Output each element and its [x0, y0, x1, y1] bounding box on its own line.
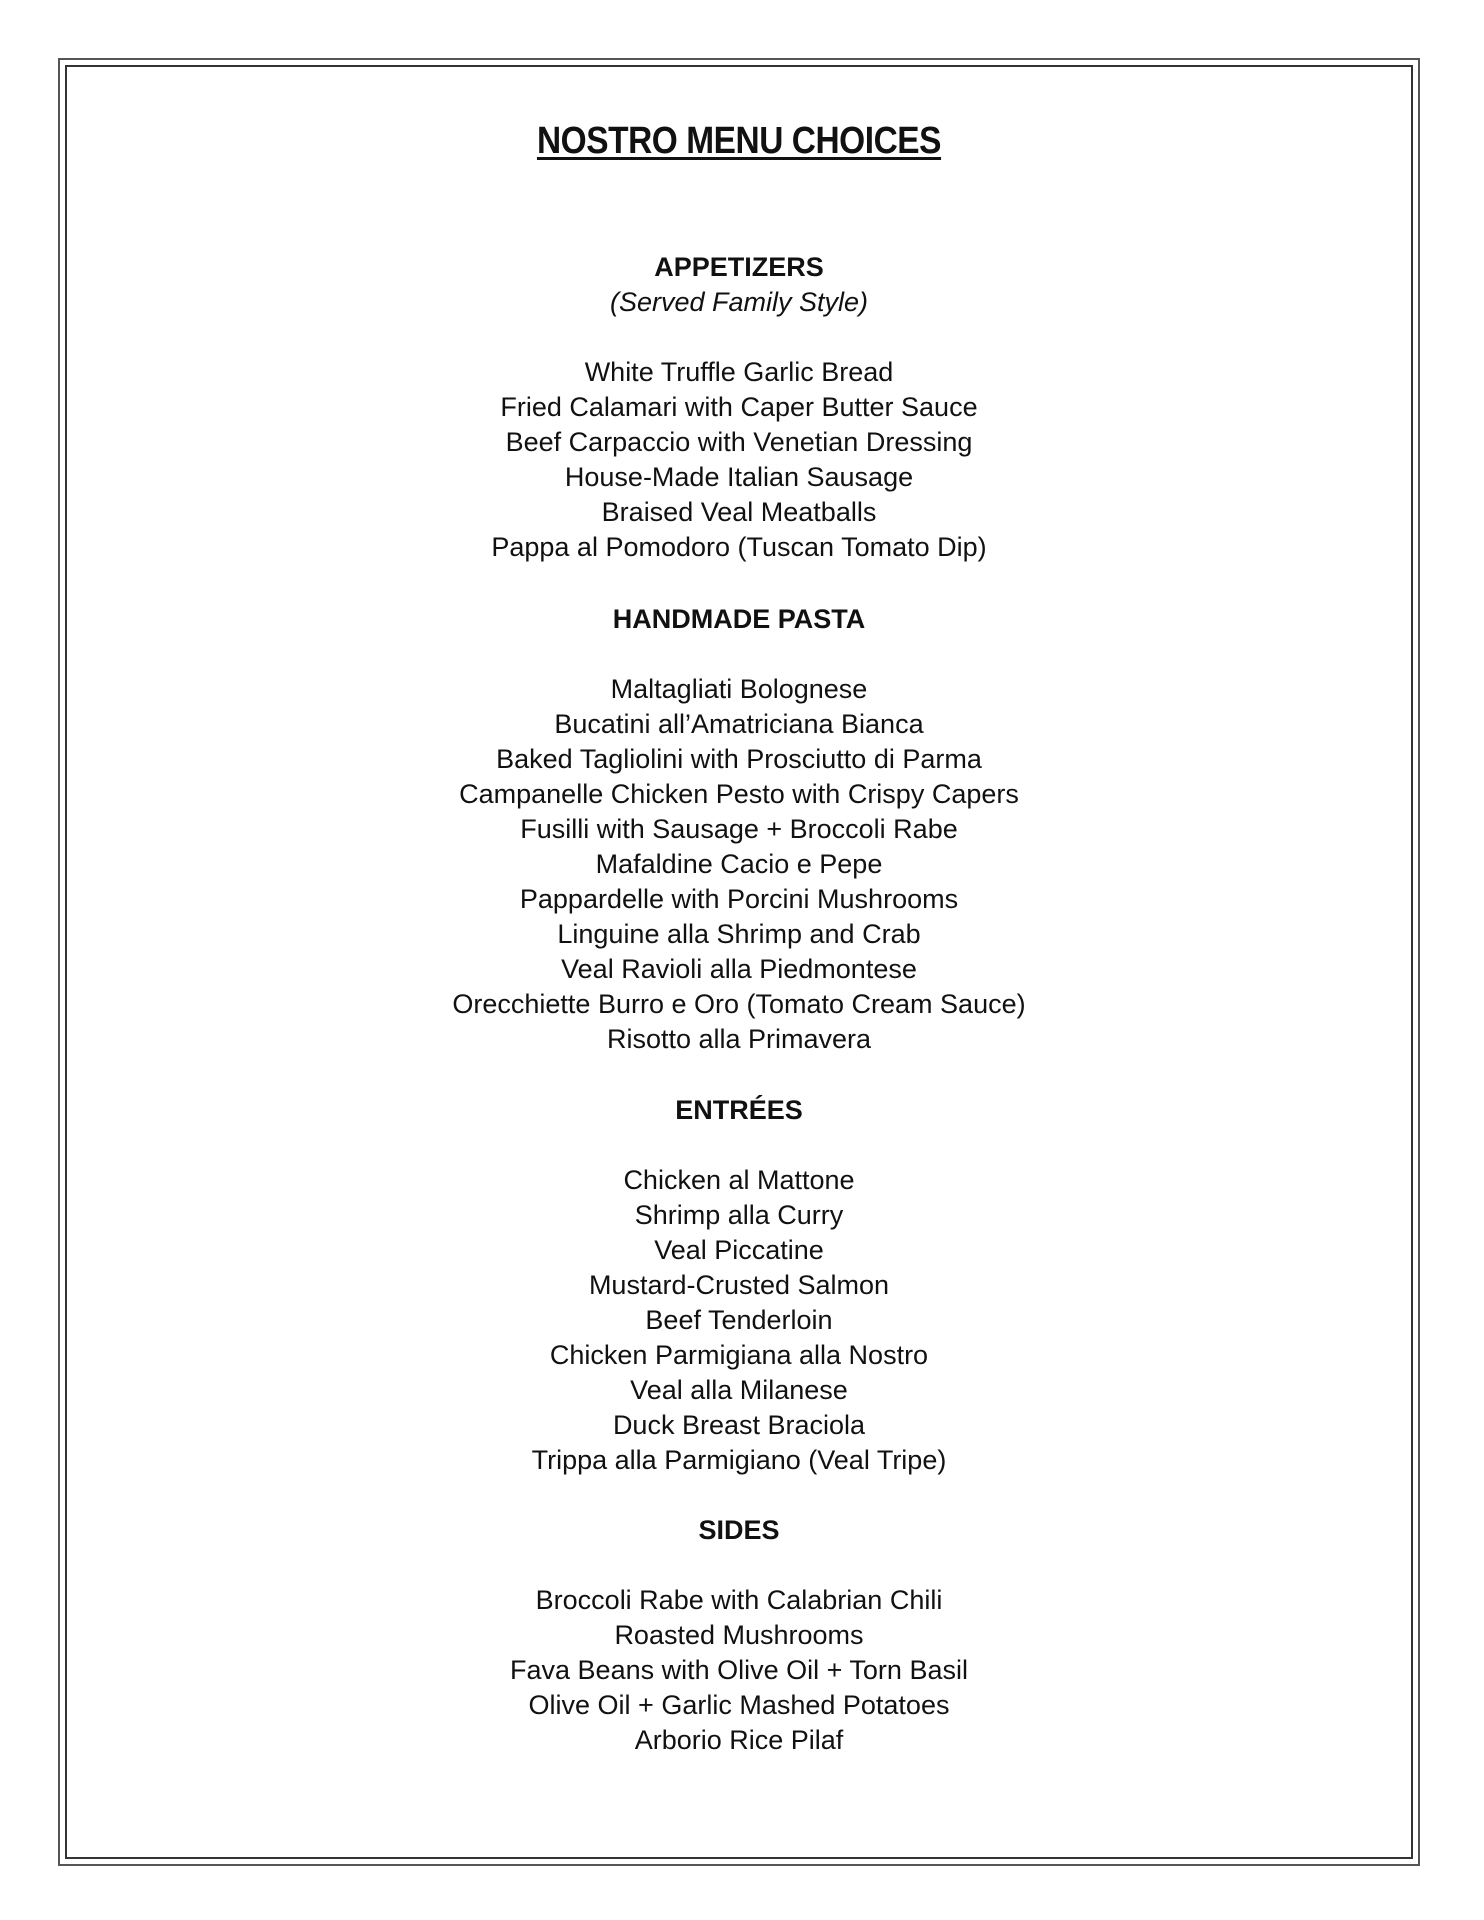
menu-item-list	[65, 672, 1413, 1057]
menu-item: Mafaldine Cacio e Pepe	[595, 849, 883, 879]
menu-item: Mustard-Crusted Salmon	[588, 1270, 890, 1300]
section-heading: HANDMADE PASTA	[612, 604, 866, 634]
menu-item: Beef Carpaccio with Venetian Dressing	[505, 427, 973, 457]
menu-item: Pappa al Pomodoro (Tuscan Tomato Dip)	[491, 532, 987, 562]
section-heading: SIDES	[698, 1515, 780, 1545]
menu-item: Roasted Mushrooms	[614, 1620, 864, 1650]
section-sides	[65, 1513, 1413, 1758]
menu-item: Braised Veal Meatballs	[601, 497, 877, 527]
menu-item: Fried Calamari with Caper Butter Sauce	[500, 392, 978, 422]
menu-item: Broccoli Rabe with Calabrian Chili	[535, 1585, 943, 1615]
menu-item: House-Made Italian Sausage	[564, 462, 914, 492]
menu-item: Shrimp alla Curry	[634, 1200, 844, 1230]
menu-item: Arborio Rice Pilaf	[634, 1725, 844, 1755]
menu-item: Orecchiette Burro e Oro (Tomato Cream Sauce)	[452, 989, 1026, 1019]
menu-item: Chicken Parmigiana alla Nostro	[549, 1340, 929, 1370]
menu-item: Veal alla Milanese	[630, 1375, 848, 1405]
menu-item: Veal Ravioli alla Piedmontese	[561, 954, 917, 984]
menu-item-list	[65, 1163, 1413, 1478]
section-heading: APPETIZERS	[654, 252, 824, 282]
menu-item: Maltagliati Bolognese	[610, 674, 868, 704]
menu-item: Pappardelle with Porcini Mushrooms	[519, 884, 959, 914]
menu-item: Linguine alla Shrimp and Crab	[557, 919, 921, 949]
section-note: (Served Family Style)	[609, 287, 869, 317]
menu-item: Olive Oil + Garlic Mashed Potatoes	[528, 1690, 950, 1720]
menu-item: Chicken al Mattone	[623, 1165, 855, 1195]
menu-item: Fava Beans with Olive Oil + Torn Basil	[510, 1655, 968, 1685]
menu-item-list	[65, 355, 1413, 565]
section-heading: ENTRÉES	[675, 1095, 803, 1125]
menu-item: Trippa alla Parmigiano (Veal Tripe)	[531, 1445, 947, 1475]
menu-item: Duck Breast Braciola	[612, 1410, 866, 1440]
section-entrees	[65, 1093, 1413, 1478]
menu-item: Risotto alla Primavera	[606, 1024, 872, 1054]
menu-item: Beef Tenderloin	[645, 1305, 833, 1335]
menu-item-list	[65, 1583, 1413, 1758]
menu-page	[65, 65, 1413, 1859]
menu-item: Fusilli with Sausage + Broccoli Rabe	[520, 814, 958, 844]
menu-item: Baked Tagliolini with Prosciutto di Parma	[496, 744, 982, 774]
menu-item: White Truffle Garlic Bread	[584, 357, 894, 387]
menu-item: Bucatini all’Amatriciana Bianca	[554, 709, 924, 739]
section-handmade-pasta	[65, 602, 1413, 1057]
menu-title: NOSTRO MENU CHOICES	[536, 120, 942, 162]
section-appetizers	[65, 250, 1413, 565]
menu-item: Veal Piccatine	[654, 1235, 824, 1265]
menu-item: Campanelle Chicken Pesto with Crispy Capers	[459, 779, 1019, 809]
